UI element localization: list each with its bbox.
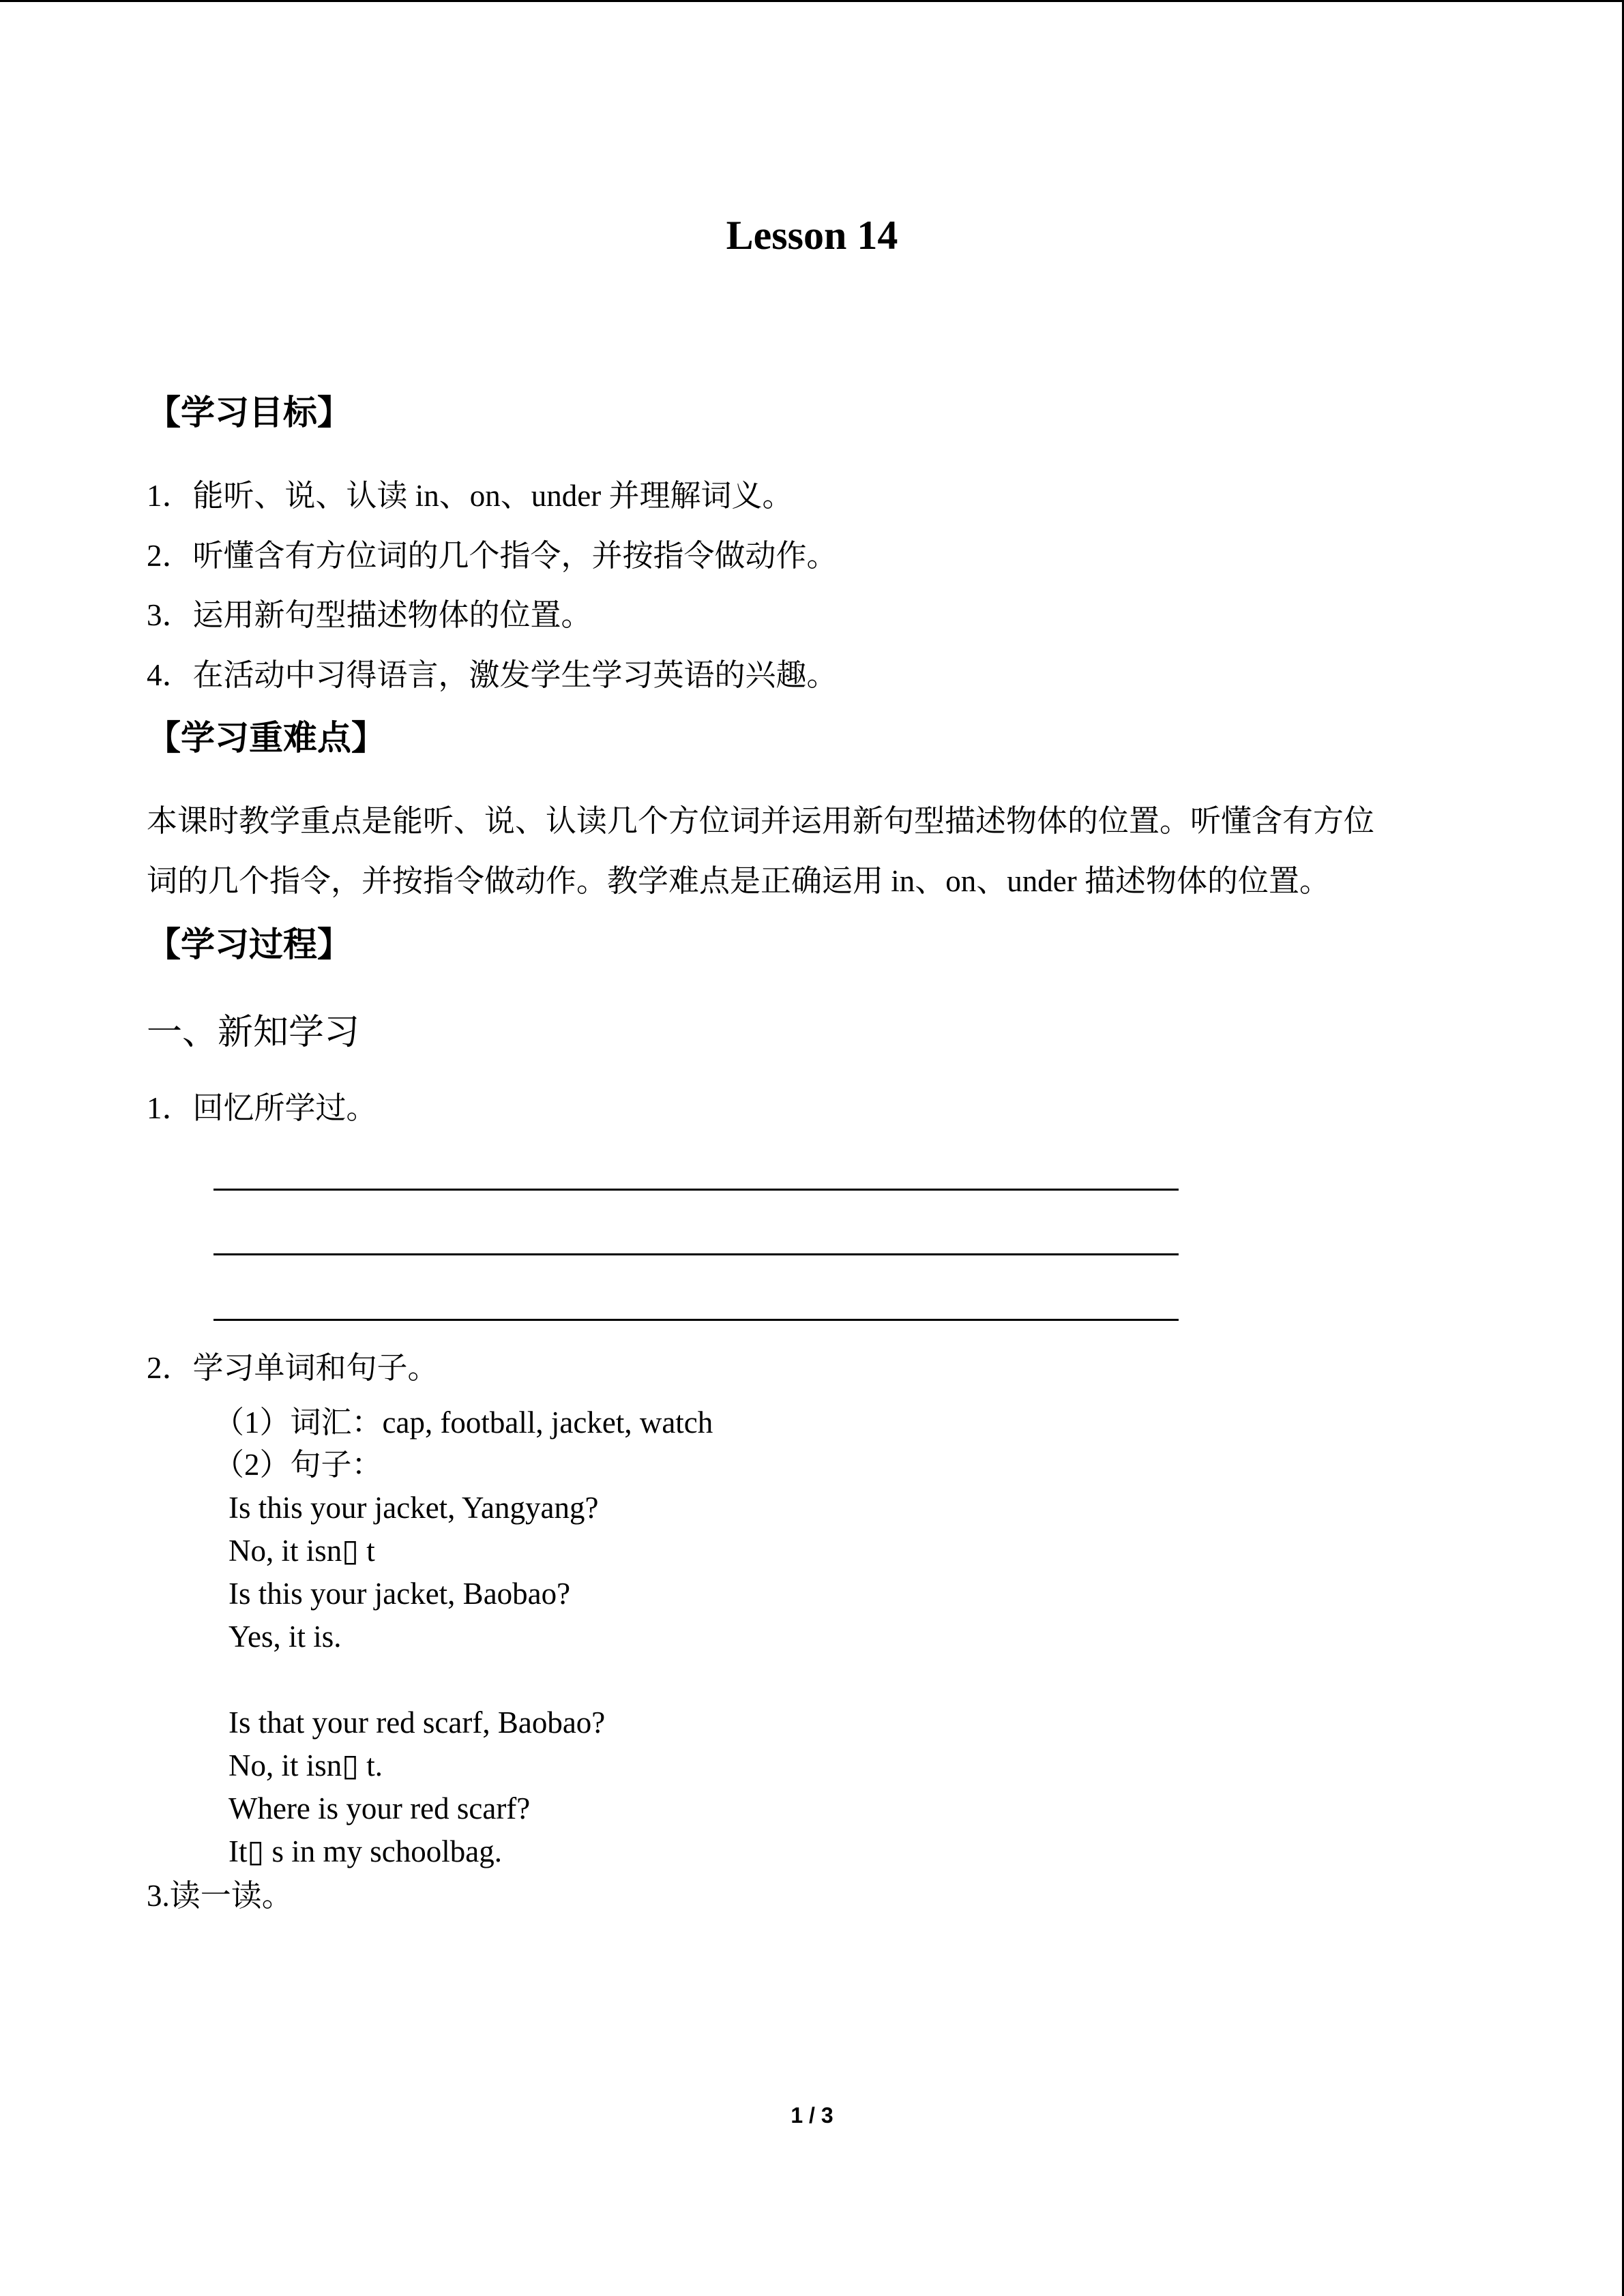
sentences-label: （2）句子： bbox=[213, 1448, 383, 1482]
part1-heading: 一、新知学习 bbox=[147, 1013, 360, 1052]
keypoints-paragraph bbox=[147, 791, 1483, 911]
dialogue-line: It▯ s in my schoolbag. bbox=[228, 1834, 502, 1868]
keypoints-line-2: 词的几个指令，并按指令做动作。教学难点是正确运用 in、on、under 描述物体的位置。 bbox=[147, 864, 1330, 898]
page-title: Lesson 14 bbox=[726, 213, 898, 258]
dialogue-line: Is this your jacket, Yangyang? bbox=[228, 1491, 599, 1525]
dialogue-line: Is that your red scarf, Baobao? bbox=[228, 1705, 606, 1740]
step1-label: 1．回忆所学过。 bbox=[147, 1091, 377, 1125]
dialogue-block bbox=[228, 1487, 605, 1873]
goal-item-1: 1．能听、说、认读 in、on、under 并理解词义。 bbox=[147, 479, 793, 513]
goal-item-4: 4．在活动中习得语言，激发学生学习英语的兴趣。 bbox=[147, 658, 838, 692]
process-heading: 【学习过程】 bbox=[147, 925, 351, 964]
dialogue-gap bbox=[228, 1658, 605, 1701]
goal-item-3: 3．运用新句型描述物体的位置。 bbox=[147, 598, 592, 632]
dialogue-line: Is this your jacket, Baobao? bbox=[228, 1577, 571, 1611]
step2-label: 2．学习单词和句子。 bbox=[147, 1351, 439, 1385]
dialogue-line: No, it isn▯ t bbox=[228, 1534, 375, 1568]
goal-item-2: 2．听懂含有方位词的几个指令，并按指令做动作。 bbox=[147, 539, 838, 573]
dialogue-line: Yes, it is. bbox=[228, 1620, 342, 1654]
answer-line-3 bbox=[213, 1319, 1179, 1321]
dialogue-line: No, it isn▯ t. bbox=[228, 1748, 383, 1783]
step3-label: 3.读一读。 bbox=[147, 1879, 293, 1913]
vocab-line: （1）词汇：cap, football, jacket, watch bbox=[213, 1405, 713, 1440]
goals-heading: 【学习目标】 bbox=[147, 393, 351, 432]
page-number: 1 / 3 bbox=[791, 2103, 833, 2128]
keypoints-line-1: 本课时教学重点是能听、说、认读几个方位词并运用新句型描述物体的位置。听懂含有方位 bbox=[147, 804, 1375, 838]
dialogue-line: Where is your red scarf? bbox=[228, 1791, 531, 1825]
page-top-border bbox=[0, 0, 1624, 2]
keypoints-heading: 【学习重难点】 bbox=[147, 718, 385, 758]
answer-line-1 bbox=[213, 1189, 1179, 1191]
answer-line-2 bbox=[213, 1253, 1179, 1255]
